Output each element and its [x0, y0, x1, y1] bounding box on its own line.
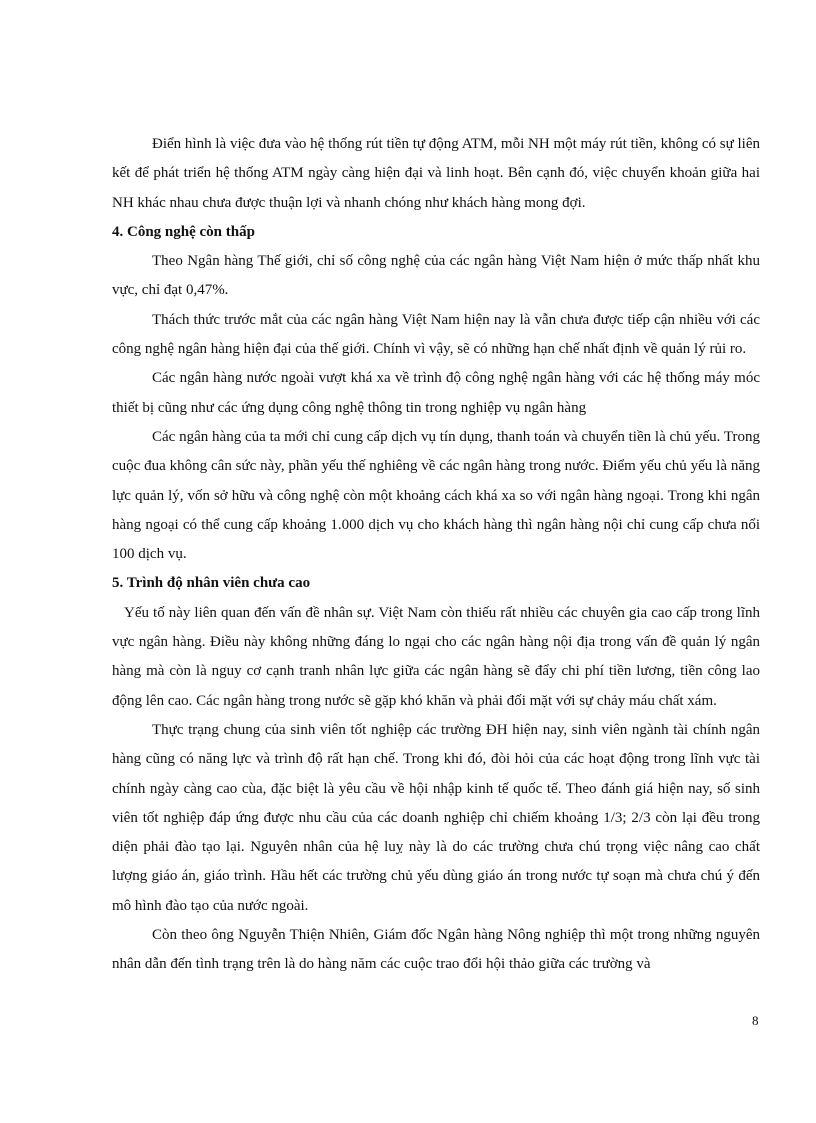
paragraph-atm-example: Điển hình là việc đưa vào hệ thống rút tiền tự động ATM, mỗi NH một máy rút tiền, không có sự liên kết để phát triển hệ thống ATM ngày càng hiện đại và linh hoạt. Bên cạnh đó, việc chuyển khoản giữa hai NH khác nhau chưa được thuận lợi và nhanh chóng như khách hàng mong đợi.: [112, 136, 760, 211]
page-body: [112, 130, 760, 980]
paragraph-graduate-quality: Thực trạng chung của sinh viên tốt nghiệp các trường ĐH hiện nay, sinh viên ngành tài chính ngân hàng cũng có năng lực và trình độ rất hạn chế. Trong khi đó, đòi hỏi của các hoạt động trong lĩnh vực tài chính ngày càng cao cùa, đặc biệt là yêu cầu về hội nhập kinh tế quốc tế. Theo đánh giá hiện nay, số sinh viên tốt nghiệp đáp ứng được nhu cầu của các doanh nghiệp chỉ chiếm khoảng 1/3; 2/3 còn lại đều trong diện phải đào tạo lại. Nguyên nhân của hệ luỵ này là do các trường chưa chú trọng việc nâng cao chất lượng giáo án, giáo trình. Hầu hết các trường chủ yếu dùng giáo án trong nước tự soạn mà chưa chú ý đến mô hình đào tạo của nước ngoài.: [112, 721, 760, 914]
paragraph-staff-shortage: Yếu tố này liên quan đến vấn đề nhân sự. Việt Nam còn thiếu rất nhiều các chuyên gia cao cấp trong lĩnh vực ngân hàng. Điều này không những đáng lo ngại cho các ngân hàng nội địa trong vấn đề quản lý ngân hàng mà còn là nguy cơ cạnh tranh nhân lực giữa các ngân hàng sẽ đẩy chi phí tiền lương, tiền công lao động lên cao. Các ngân hàng trong nước sẽ gặp khó khăn và phải đối mặt với sự chảy máu chất xám.: [112, 604, 760, 709]
section-heading-staff: 5. Trình độ nhân viên chưa cao: [112, 575, 311, 592]
section-heading-technology: 4. Công nghệ còn thấp: [112, 223, 255, 240]
paragraph-director-opinion: Còn theo ông Nguyễn Thiện Nhiên, Giám đốc Ngân hàng Nông nghiệp thì một trong những nguyên nhân dẫn đến tình trạng trên là do hàng năm các cuộc trao đổi hội thảo giữa các trường và: [112, 927, 760, 973]
paragraph-foreign-banks: Các ngân hàng nước ngoài vượt khá xa về trình độ công nghệ ngân hàng với các hệ thống máy móc thiết bị cũng như các ứng dụng công nghệ thông tin trong nghiệp vụ ngân hàng: [112, 370, 760, 416]
paragraph-domestic-services: Các ngân hàng của ta mới chỉ cung cấp dịch vụ tín dụng, thanh toán và chuyển tiền là chủ yếu. Trong cuộc đua không cân sức này, phần yếu thế nghiêng về các ngân hàng trong nước. Điểm yếu chủ yếu là năng lực quản lý, vốn sở hữu và công nghệ còn một khoảng cách khá xa so với ngân hàng ngoại. Trong khi ngân hàng ngoại có thể cung cấp khoảng 1.000 dịch vụ cho khách hàng thì ngân hàng nội chỉ cung cấp chưa nổi 100 dịch vụ.: [112, 428, 760, 563]
paragraph-technology-challenge: Thách thức trước mắt của các ngân hàng Việt Nam hiện nay là vẫn chưa được tiếp cận nhiều với các công nghệ ngân hàng hiện đại của thế giới. Chính vì vậy, sẽ có những hạn chế nhất định về quản lý rủi ro.: [112, 311, 760, 358]
paragraph-world-bank-index: Theo Ngân hàng Thế giới, chỉ số công nghệ của các ngân hàng Việt Nam hiện ở mức thấp nhất khu vực, chỉ đạt 0,47%.: [112, 253, 760, 299]
page-number: 8: [752, 1013, 759, 1028]
